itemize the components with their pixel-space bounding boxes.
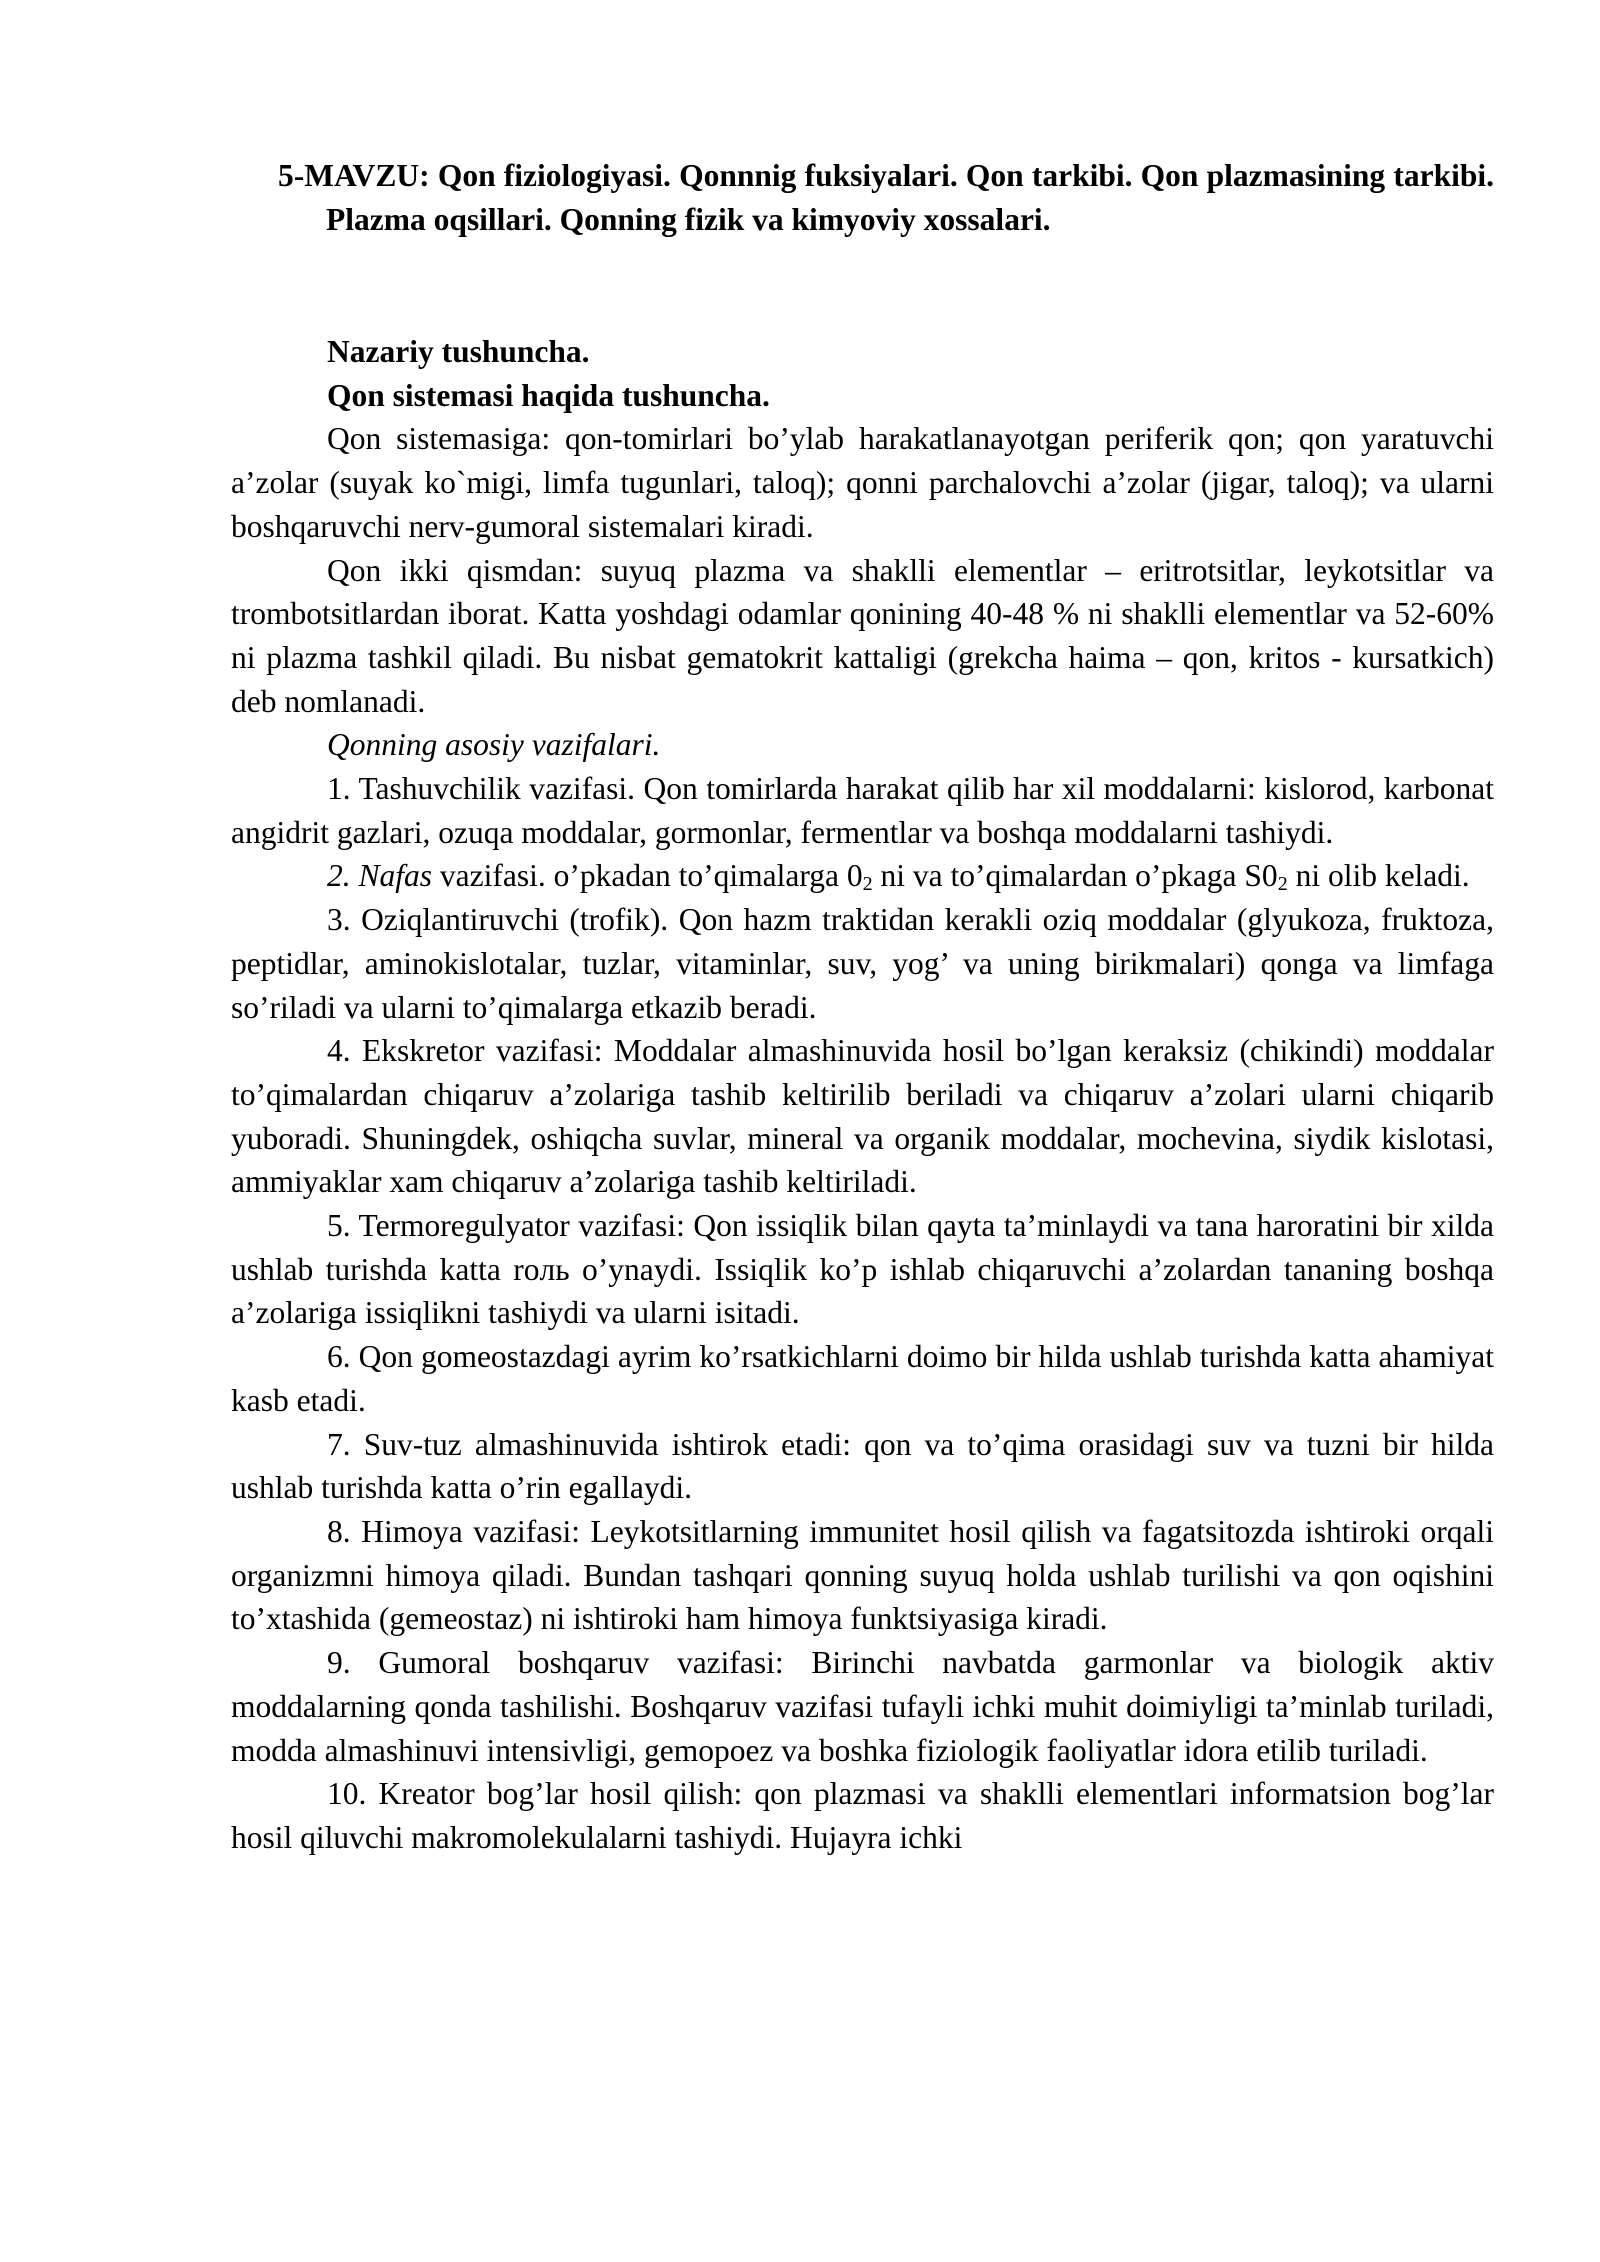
function-item-1: 1. Tashuvchilik vazifasi. Qon tomirlarda harakat qilib har xil moddalarni: kislorod, karbonat angidrit gazlari, ozuqa moddalar, gormonlar, fermentlar va boshqa moddalarni tashiydi.: [231, 771, 1494, 850]
function-item-9: 9. Gumoral boshqaruv vazifasi: Birinchi navbatda garmonlar va biologik aktiv moddalarning qonda tashilishi. Boshqaruv vazifasi tufayli ichki muhit doimiyligi ta’minlab turiladi, modda almashinuvi intensivligi, gemopoez va boshka fiziologik faoliyatlar idora etilib turiladi.: [231, 1645, 1494, 1768]
function-item-7: 7. Suv-tuz almashinuvida ishtirok etadi: qon va to’qima orasidagi suv va tuzni bir hilda ushlab turishda katta o’rin egallaydi.: [231, 1426, 1494, 1506]
function-item-8: 8. Himoya vazifasi: Leykotsitlarning immunitet hosil qilish va fagatsitozda ishtiroki orqali organizmni himoya qiladi. Bundan tashqari qonning suyuq holda ushlab turilishi va qon oqishini to’xtashida (gemeostaz) ni ishtiroki ham himoya funktsiyasiga kiradi.: [231, 1513, 1494, 1637]
function-item-4: 4. Ekskretor vazifasi: Moddalar almashinuvida hosil bo’lgan keraksiz (chikindi) moddalar to’qimalardan chiqaruv a’zolariga tashib keltirilib beriladi va chiqaruv a’zolari ularni chiqarib yuboradi. Shuningdek, oshiqcha suvlar, mineral va organik moddalar, mochevina, siydik kislotasi, ammiyaklar xam chiqaruv a’zolariga tashib keltiriladi.: [231, 1033, 1494, 1200]
function-item-3: 3. Oziqlantiruvchi (trofik). Qon hazm traktidan kerakli oziq moddalar (glyukoza, fruktoza, peptidlar, aminokislotalar, tuzlar, vitaminlar, suv, yog’ va uning birikmalari) qonga va limfaga so’riladi va ularni to’qimalarga etkazib beradi.: [231, 902, 1494, 1025]
document-body: [231, 330, 1494, 1860]
paragraph-blood-system: Qon sistemasiga: qon-tomirlari bo’ylab harakatlanayotgan periferik qon; qon yaratuvchi a’zolar (suyak ko`migi, limfa tugunlari, taloq); qonni parchalovchi a’zolar (jigar, taloq); va ularni boshqaruvchi nerv-gumoral sistemalari kiradi.: [231, 421, 1494, 544]
topic-title-text: 5-MAVZU: Qon fiziologiyasi. Qonnnig fuksiyalari. Qon tarkibi. Qon plazmasining tarkibi. Plazma oqsillari. Qonning fizik va kimyoviy xossalari.: [278, 158, 1494, 237]
subheading-blood-system: Qon sistemasi haqida tushuncha.: [327, 377, 770, 413]
function-item-2-text-b: ni va to’qimalardan o’pkaga S0: [872, 858, 1278, 894]
function-item-5: 5. Termoregulyator vazifasi: Qon issiqlik bilan qayta ta’minlaydi va tana haroratini bir xilda ushlab turishda katta roль o’ynaydi. Issiqlik ko’p ishlab chiqaruvchi a’zolardan tananing boshqa a’zolariga issiqlikni tashiydi va ularni isitadi.: [231, 1208, 1494, 1331]
topic-title: [278, 154, 1494, 241]
oxygen-subscript: 2: [862, 873, 873, 896]
subheading-theory: Nazariy tushuncha.: [327, 334, 590, 369]
function-item-2: [231, 854, 1494, 898]
carbon-dioxide-subscript: 2: [1277, 873, 1288, 896]
function-item-6: 6. Qon gomeostazdagi ayrim ko’rsatkichlarni doimo bir hilda ushlab turishda katta ahamiyat kasb etadi.: [231, 1339, 1494, 1418]
function-item-2-lead: 2. Nafas: [327, 858, 433, 894]
function-item-10: 10. Kreator bog’lar hosil qilish: qon plazmasi va shaklli elementlari informatsion bog’lar hosil qiluvchi makromolekulalarni tashiydi. Hujayra ichki: [231, 1776, 1494, 1855]
paragraph-blood-parts: Qon ikki qismdan: suyuq plazma va shaklli elementlar – eritrotsitlar, leykotsitlar va trombotsitlardan iborat. Katta yoshdagi odamlar qonining 40-48 % ni shaklli elementlar va 52-60% ni plazma tashkil qiladi. Bu nisbat gematokrit kattaligi (grekcha haima – qon, kritos - kursatkich) deb nomlanadi.: [231, 552, 1494, 719]
function-item-2-text-c: ni olib keladi.: [1287, 858, 1470, 894]
function-item-2-text-a: vazifasi. o’pkadan to’qimalarga 0: [432, 858, 863, 894]
functions-heading: Qonning asosiy vazifalari.: [327, 727, 661, 763]
